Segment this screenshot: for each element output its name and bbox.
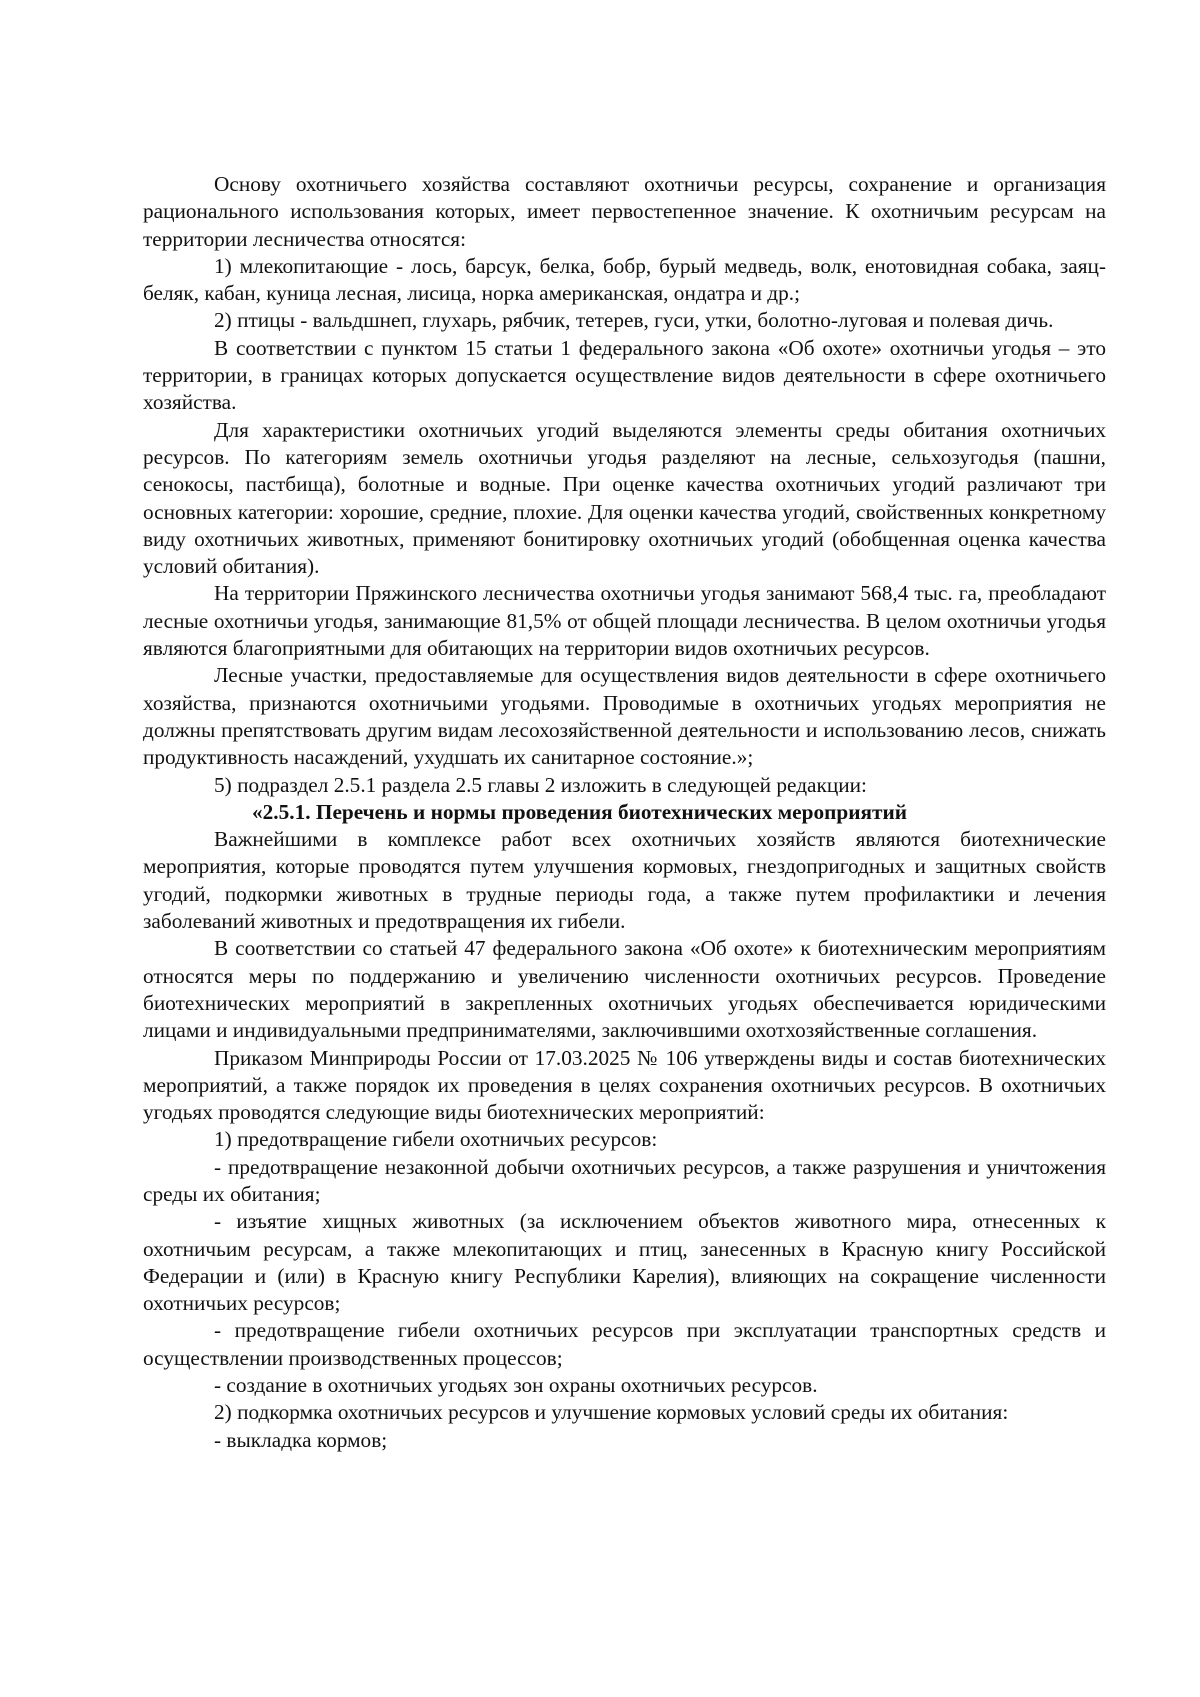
- list-subitem-protection-zones: - создание в охотничьих угодьях зон охраны охотничьих ресурсов.: [214, 1373, 818, 1398]
- paragraph-birds: 2) птицы - вальдшнеп, глухарь, рябчик, тетерев, гуси, утки, болотно-луговая и полевая дичь.: [214, 308, 1054, 333]
- paragraph-resources-intro: Основу охотничьего хозяйства составляют охотничьи ресурсы, сохранение и организация рационального использования которых, имеет первостепенное значение. К охотничьим ресурсам на территории лесничества относятся:: [143, 172, 1106, 251]
- list-item-feeding: 2) подкормка охотничьих ресурсов и улучшение кормовых условий среды их обитания:: [214, 1400, 1009, 1425]
- paragraph-order-106: Приказом Минприроды России от 17.03.2025 № 106 утверждены виды и состав биотехнических мероприятий, а также порядок их проведения в целях сохранения охотничьих ресурсов. В охотничьих угодьях проводятся следующие виды биотехнических мероприятий:: [143, 1045, 1106, 1125]
- paragraph-mammals: 1) млекопитающие - лось, барсук, белка, бобр, бурый медведь, волк, енотовидная собака, заяц-беляк, кабан, куница лесная, лисица, норка американская, ондатра и др.;: [143, 253, 1106, 306]
- list-subitem-illegal-hunting: - предотвращение незаконной добычи охотничьих ресурсов, а также разрушения и уничтожения среды их обитания;: [143, 1154, 1106, 1206]
- paragraph-hunting-grounds-definition: В соответствии с пунктом 15 статьи 1 федерального закона «Об охоте» охотничьи угодья – это территории, в границах которых допускается осуществление видов деятельности в сфере охотничьего хозяйства.: [143, 335, 1106, 415]
- list-item-prevent-death: 1) предотвращение гибели охотничьих ресурсов:: [214, 1127, 658, 1152]
- paragraph-forest-plots: Лесные участки, предоставляемые для осуществления видов деятельности в сфере охотничьего хозяйства, признаются охотничьими угодьями. Проводимые в охотничьих угодьях мероприятия не должны препятствовать другим видам лесохозяйственной деятельности и использованию лесов, снижать продуктивность насаждений, ухудшать их санитарное состояние.»;: [143, 663, 1106, 770]
- paragraph-amendment-5: 5) подраздел 2.5.1 раздела 2.5 главы 2 изложить в следующей редакции:: [214, 772, 867, 797]
- list-subitem-transport-prevention: - предотвращение гибели охотничьих ресурсов при эксплуатации транспортных средств и осуществлении производственных процессов;: [143, 1318, 1106, 1370]
- list-subitem-feed-laying: - выкладка кормов;: [214, 1427, 388, 1452]
- list-subitem-predator-removal: - изъятие хищных животных (за исключением объектов животного мира, отнесенных к охотничьим ресурсам, а также млекопитающих и птиц, занесенных в Красную книгу Российской Федерации и (или) в Красную книгу Республики Карелия), влияющих на сокращение численности охотничьих ресурсов;: [143, 1209, 1106, 1316]
- paragraph-pryazha-area: На территории Пряжинского лесничества охотничьи угодья занимают 568,4 тыс. га, преобладают лесные охотничьи угодья, занимающие 81,5% от общей площади лесничества. В целом охотничьи угодья являются благоприятными для обитающих на территории видов охотничьих ресурсов.: [143, 581, 1106, 661]
- paragraph-grounds-characteristics: Для характеристики охотничьих угодий выделяются элементы среды обитания охотничьих ресурсов. По категориям земель охотничьи угодья разделяют на лесные, сельхозугодья (пашни, сенокосы, пастбища), болотные и водные. При оценке качества охотничьих угодий различают три основных категории: хорошие, средние, плохие. Для оценки качества угодий, свойственных конкретному виду охотничьих животных, применяют бонитировку охотничьих угодий (обобщенная оценка качества условий обитания).: [143, 417, 1106, 579]
- document-page: [143, 171, 1106, 1454]
- paragraph-biotech-importance: Важнейшими в комплексе работ всех охотничьих хозяйств являются биотехнические мероприятия, которые проводятся путем улучшения кормовых, гнездопригодных и защитных свойств угодий, подкормки животных в трудные периоды года, а также путем профилактики и лечения заболеваний животных и предотвращения их гибели.: [143, 827, 1106, 934]
- section-heading-2-5-1: «2.5.1. Перечень и нормы проведения биотехнических мероприятий: [252, 799, 908, 824]
- paragraph-article-47: В соответствии со статьей 47 федерального закона «Об охоте» к биотехническим мероприятиям относятся меры по поддержанию и увеличению численности охотничьих ресурсов. Проведение биотехнических мероприятий в закрепленных охотничьих угодьях обеспечивается юридическими лицами и индивидуальными предпринимателями, заключившими охотхозяйственные соглашения.: [143, 936, 1106, 1043]
